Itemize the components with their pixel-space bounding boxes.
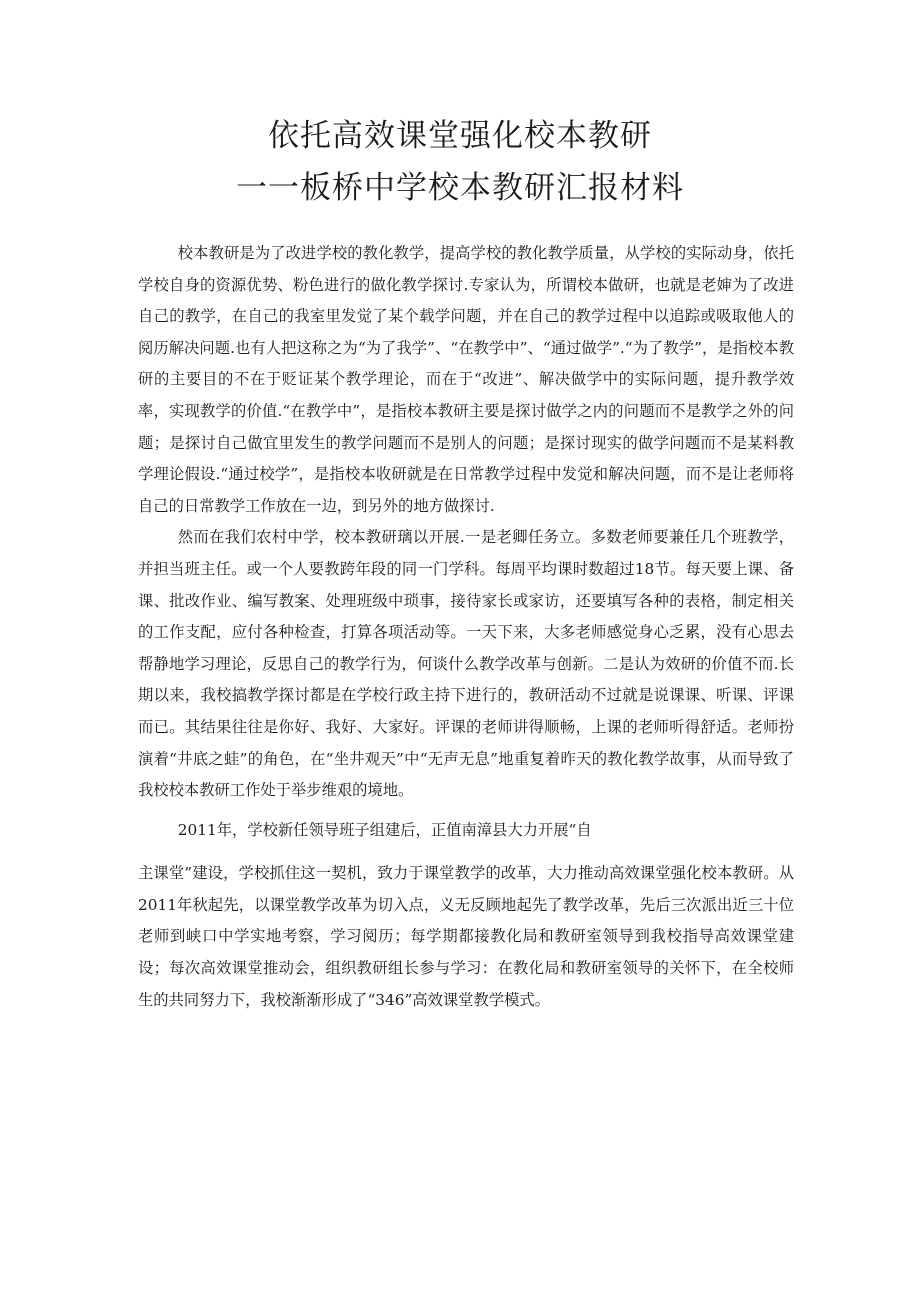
title-block	[0, 110, 920, 214]
paragraph-3-continued: 主课堂”建设，学校抓住这一契机，致力于课堂教学的改革，大力推动高效课堂强化校本教研。从2011年秋起先，以课堂教学改革为切入点，义无反顾地起先了教学改革，先后三次派出近三十位老师到峡口中学实地考察，学习阅历；每学期都接教化局和教研室领导到我校指导高效课堂建设；每次高效课堂推动会，组织教研组长参与学习：在教化局和教研室领导的关怀下，在全校师生的共同努力下，我校渐渐形成了“346”高效课堂教学模式。	[138, 864, 794, 1009]
document-subtitle: 一一板桥中学校本教研汇报材料	[236, 170, 684, 206]
document-body	[138, 238, 794, 1016]
paragraph-3-start: 2011年，学校新任领导班子组建后，正值南漳县大力开展“自	[177, 820, 592, 839]
document-title: 依托高效课堂强化校本教研	[268, 118, 652, 154]
paragraph-2: 然而在我们农村中学，校本教研璃以开展.一是老卿任务立。多数老师要兼任几个班教学，并担当班主任。或一个人要教跨年段的同一门学科。每周平均课时数超过18节。每天要上课、备课、批改作业、编写教案、处理班级中琐事，接待家长或家访，还要填写各种的表格，制定相关的工作支配，应付各种检查，打算各项活动等。一天下来，大多老师感觉身心乏累，没有心思去帮静地学习理论，反思自己的教学行为，何谈什么教学改革与创新。二是认为效研的价值不而.长期以来，我校搞教学探讨都是在学校行政主持下进行的，教研活动不过就是说课课、听课、评课而已。其结果往往是你好、我好、大家好。评课的老师讲得顺畅，上课的老师听得舒适。老师扮演着“井底之蛙”的角色，在“坐井观天”中“无声无息”地重复着昨天的教化教学故事，从而导致了我校校本教研工作处于举步维艰的境地。	[138, 528, 794, 800]
paragraph-1: 校本教研是为了改进学校的教化教学，提高学校的教化教学质量，从学校的实际动身，依托学校自身的资源优势、粉色进行的做化教学探讨.专家认为，所谓校本做研，也就是老婶为了改进自己的教学，在自己的我室里发觉了某个载学问题，并在自己的教学过程中以追踪或吸取他人的阅历解决问题.也有人把这称之为“为了我学”、“在教学中”、“通过做学”.“为了教学”，是指校本教研的主要目的不在于贬证某个教学理论，而在于“改进”、解决做学中的实际问题，提升教学效率，实现教学的价值.“在教学中”，是指校本教研主要是探讨做学之内的问题而不是教学之外的问题；是探讨自己做宜里发生的教学问题而不是别人的问题；是探讨现实的做学问题而不是某料教学理论假设.“通过校学”，是指校本收研就是在日常教学过程中发觉和解决问题，而不是让老师将自己的日常教学工作放在一边，到另外的地方做探讨.	[138, 244, 794, 515]
